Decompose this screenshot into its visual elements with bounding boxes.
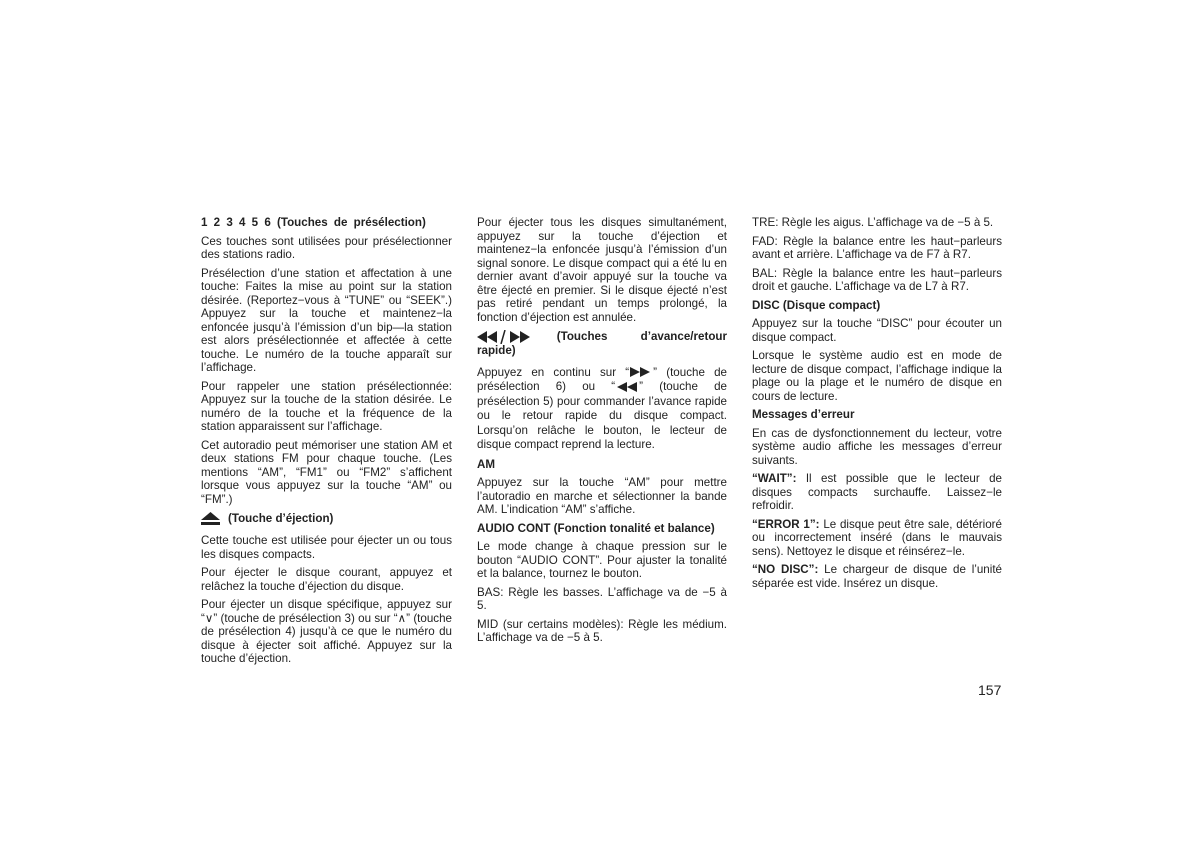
- paragraph: Pour éjecter un disque spécifique, appuyez sur “∨” (touche de présélection 3) ou sur “∧” (touche de présélection 4) jusqu’à ce que le numéro du disque à éjecter soit affiché. Appuyez sur la touche d’éjection.: [201, 598, 452, 665]
- paragraph: Pour éjecter le disque courant, appuyez et relâchez la touche d’éjection du disque.: [201, 566, 452, 593]
- column-1: [201, 216, 452, 671]
- column-2: [477, 216, 727, 650]
- paragraph: Cette touche est utilisée pour éjecter un ou tous les disques compacts.: [201, 534, 452, 561]
- paragraph: Présélection d’une station et affectation à une touche: Faites la mise au point sur la station désirée. (Reportez−vous à “TUNE” ou “SEEK”.) Appuyez sur la touche et maintenez−la enfoncée jusqu’à l’émission d’un bip—la station est alors présélectionnée et affectée à cette touche. Le numéro de la touche apparaît sur l’affichage.: [201, 266, 452, 374]
- heading-presets: 1 2 3 4 5 6 (Touches de présélection): [201, 216, 426, 229]
- heading-ffrew: [477, 330, 727, 358]
- page-number: 157: [978, 682, 1002, 698]
- paragraph: Lorsque le système audio est en mode de lecture de disque compact, l’affichage indique la plage ou la plage et le numéro de disque en cours de lecture.: [752, 349, 1002, 403]
- paragraph: En cas de dysfonctionnement du lecteur, votre système audio affiche les messages d’erreur suivants.: [752, 426, 1002, 467]
- paragraph: BAS: Règle les basses. L’affichage va de −5 à 5.: [477, 585, 727, 612]
- paragraph: FAD: Règle la balance entre les haut−parleurs avant et arrière. L’affichage va de F7 à R7.: [752, 234, 1002, 261]
- paragraph: Pour éjecter tous les disques simultanément, appuyez sur la touche d’éjection et maintenez−la enfoncée jusqu’à l’émission d’un signal sonore. Le disque compact qui a été lu en dernier avant d’avoir appuyé sur la touche va être éjecté en premier. Si le disque éjecté n’est pas retiré pendant un temps prolongé, la fonction d’éjection est annulée.: [477, 216, 727, 324]
- heading-disc: DISC (Disque compact): [752, 298, 881, 312]
- paragraph: TRE: Règle les aigus. L’affichage va de −5 à 5.: [752, 216, 994, 229]
- eject-icon: [201, 512, 220, 526]
- paragraph: BAL: Règle la balance entre les haut−parleurs droit et gauche. L’affichage va de L7 à R7.: [752, 266, 1002, 293]
- heading-errors: Messages d’erreur: [752, 408, 855, 421]
- paragraph: MID (sur certains modèles): Règle les médium. L’affichage va de −5 à 5.: [477, 617, 727, 644]
- heading-eject-label: (Touche d’éjection): [228, 512, 334, 526]
- paragraph: Le mode change à chaque pression sur le bouton “AUDIO CONT”. Pour ajuster la tonalité et la balance, tournez le bouton.: [477, 540, 727, 580]
- heading-ffrew-label-2: rapide): [477, 344, 516, 357]
- rewind-icon: [615, 380, 639, 393]
- error-1: “ERROR 1”: Le disque peut être sale, détérioré ou incorrectement inséré (dans le mauvais sens). Nettoyez le disque et réinsérez−le.: [752, 517, 1002, 558]
- paragraph: Pour rappeler une station présélectionnée: Appuyez sur la touche de la station désirée. Le numéro de la touche et la fréquence de la station apparaissent sur l’affichage.: [201, 379, 452, 433]
- column-3: [752, 216, 1002, 595]
- heading-ffrew-label: (Touches d’avance/retour: [556, 330, 727, 344]
- heading-audio-cont: AUDIO CONT (Fonction tonalité et balance): [477, 521, 715, 535]
- paragraph: Appuyez sur la touche “AM” pour mettre l’autoradio en marche et sélectionner la bande AM. L’indication “AM” s’affiche.: [477, 476, 727, 516]
- heading-am: AM: [477, 457, 496, 471]
- fast-forward-rewind-icon: [477, 330, 533, 344]
- paragraph-ffrew: Appuyez en continu sur “ ” (touche de présélection 6) ou “ ” (touche de présélection 5) pour commander l’avance rapide ou le retour rapide du disque compact. Lorsqu’on relâche le bouton, le lecteur de disque compact reprend la lecture.: [477, 365, 727, 451]
- fast-forward-icon: [629, 366, 653, 379]
- paragraph: Appuyez sur la touche “DISC” pour écouter un disque compact.: [752, 317, 1002, 344]
- heading-eject: [201, 512, 452, 526]
- paragraph: Cet autoradio peut mémoriser une station AM et deux stations FM pour chaque touche. (Les mentions “AM”, “FM1” ou “FM2” s’affichent lorsque vous appuyez sur la touche “AM” ou “FM”.): [201, 438, 452, 506]
- error-no-disc: “NO DISC”: Le chargeur de disque de l’unité séparée est vide. Insérez un disque.: [752, 563, 1003, 590]
- paragraph: Ces touches sont utilisées pour présélectionner des stations radio.: [201, 234, 452, 261]
- error-wait: “WAIT”: Il est possible que le lecteur de disques compacts surchauffe. Laissez−le refroidir.: [752, 472, 1002, 512]
